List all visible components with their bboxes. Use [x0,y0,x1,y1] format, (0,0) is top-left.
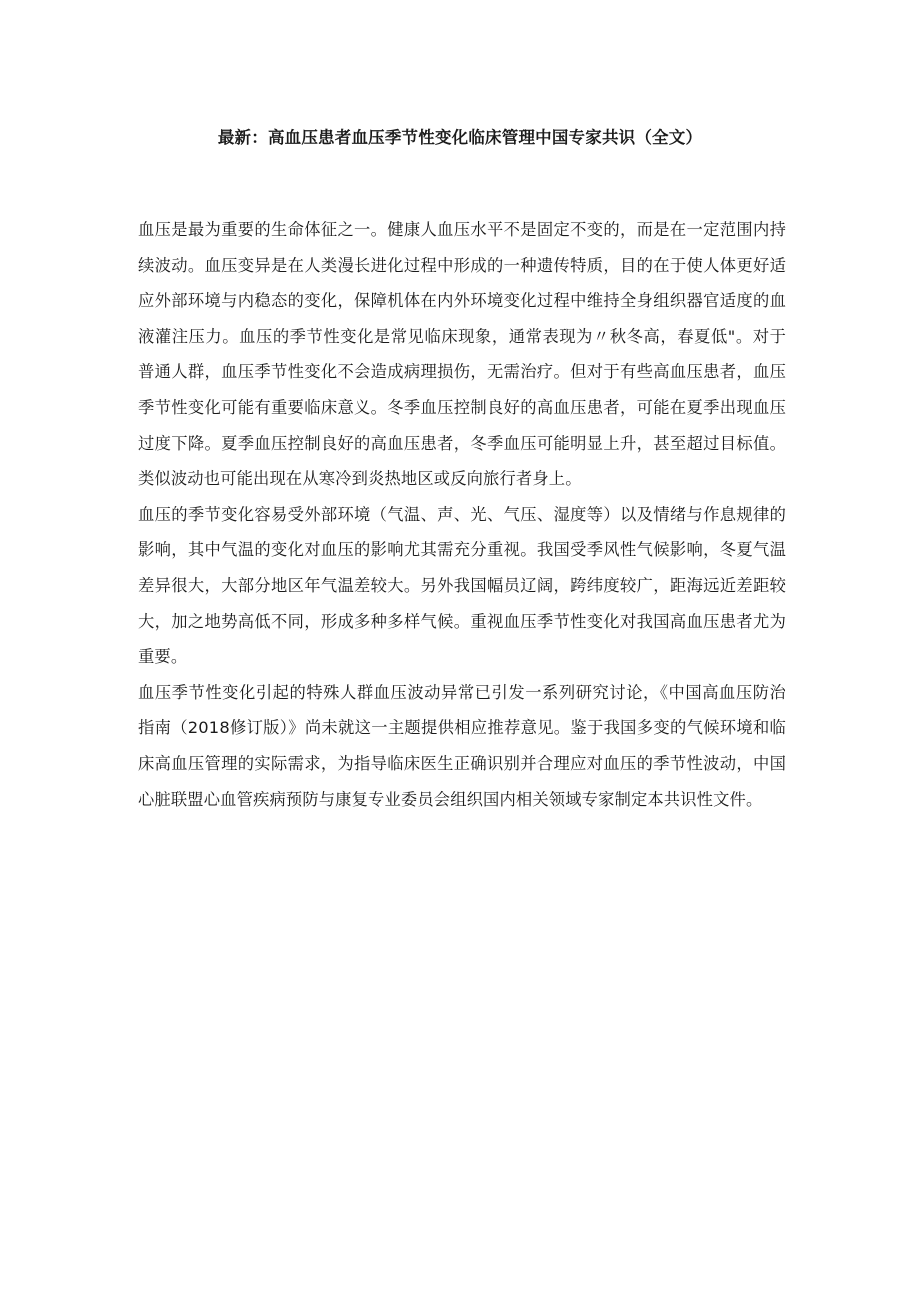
paragraph-consensus-purpose: 血压季节性变化引起的特殊人群血压波动异常已引发一系列研究讨论，《中国高血压防治指南（2018修订版）》尚未就这一主题提供相应推荐意见。鉴于我国多变的气候环境和临床高血压管理的实际需求，为指导临床医生正确识别并合理应对血压的季节性波动，中国心脏联盟心血管疾病预防与康复专业委员会组织国内相关领域专家制定本共识性文件。 [138,682,786,809]
document-title: 最新：高血压患者血压季节性变化临床管理中国专家共识（全文） [217,128,703,147]
paragraph-intro: 血压是最为重要的生命体征之一。健康人血压水平不是固定不变的，而是在一定范围内持续波动。血压变异是在人类漫长进化过程中形成的一种遗传特质，目的在于使人体更好适应外部环境与内稳态的变化，保障机体在内外环境变化过程中维持全身组织器官适度的血液灌注压力。血压的季节性变化是常见临床现象，通常表现为〃秋冬高，春夏低"。对于普通人群，血压季节性变化不会造成病理损伤，无需治疗。但对于有些高血压患者，血压季节性变化可能有重要临床意义。冬季血压控制良好的高血压患者，可能在夏季出现血压过度下降。夏季血压控制良好的高血压患者，冬季血压可能明显上升，甚至超过目标值。类似波动也可能出现在从寒冷到炎热地区或反向旅行者身上。 [138,220,786,489]
document-body [138,212,786,817]
paragraph-environment-factors: 血压的季节变化容易受外部环境（气温、声、光、气压、湿度等）以及情绪与作息规律的影响，其中气温的变化对血压的影响尤其需充分重视。我国受季风性气候影响，冬夏气温差异很大，大部分地区年气温差较大。另外我国幅员辽阔，跨纬度较广，距海远近差距较大，加之地势高低不同，形成多种多样气候。重视血压季节性变化对我国高血压患者尤为重要。 [138,504,786,667]
